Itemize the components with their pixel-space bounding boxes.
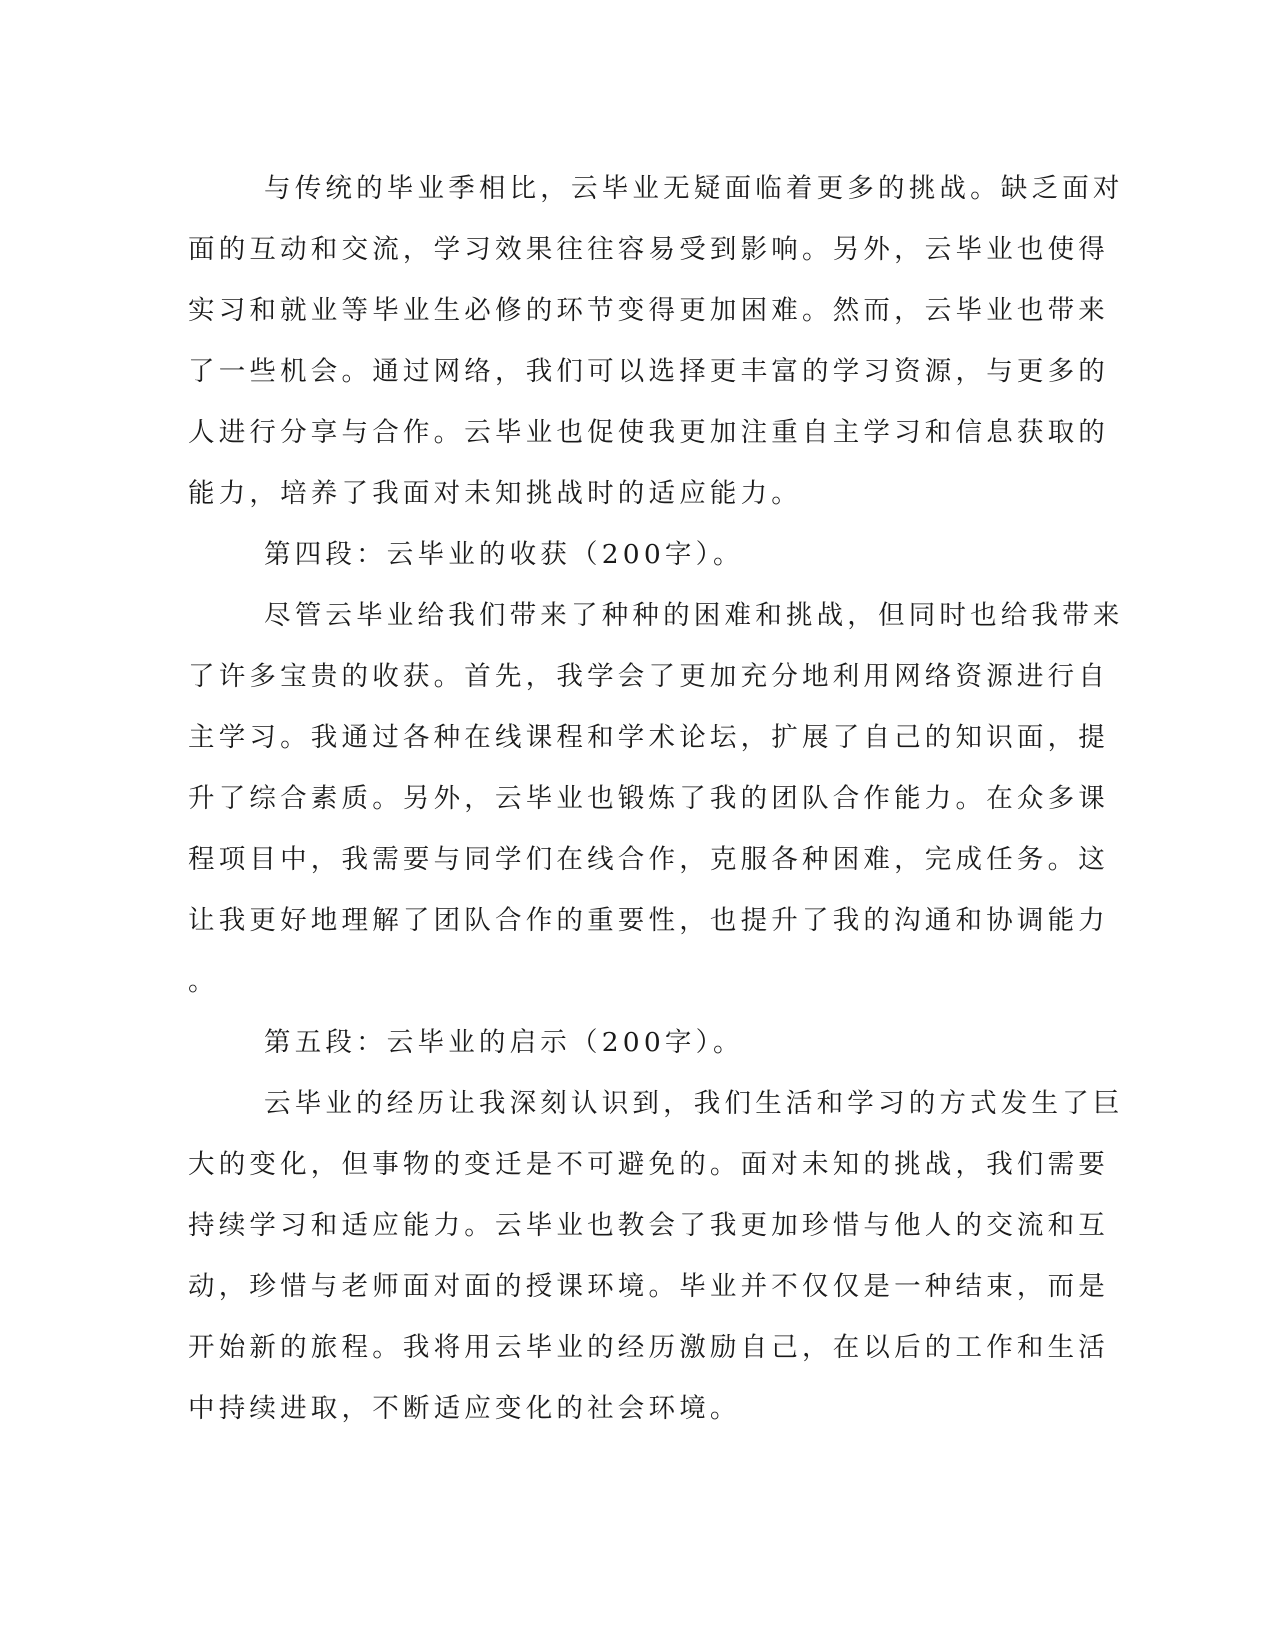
text-line: 人进行分享与合作。云毕业也促使我更加注重自主学习和信息获取的 <box>188 417 1109 448</box>
text-line: 升了综合素质。另外，云毕业也锻炼了我的团队合作能力。在众多课 <box>188 783 1109 814</box>
text-line: 了许多宝贵的收获。首先，我学会了更加充分地利用网络资源进行自 <box>188 661 1109 692</box>
text-line: 能力，培养了我面对未知挑战时的适应能力。 <box>188 478 802 509</box>
text-line: 中持续进取，不断适应变化的社会环境。 <box>188 1393 741 1424</box>
section-heading-4: 第四段：云毕业的收获（200字）。 <box>264 539 744 570</box>
text-line: 让我更好地理解了团队合作的重要性，也提升了我的沟通和协调能力 <box>188 905 1109 936</box>
text-line: 开始新的旅程。我将用云毕业的经历激励自己，在以后的工作和生活 <box>188 1332 1109 1363</box>
text-line: 动，珍惜与老师面对面的授课环境。毕业并不仅仅是一种结束，而是 <box>188 1271 1109 1302</box>
text-line: 了一些机会。通过网络，我们可以选择更丰富的学习资源，与更多的 <box>188 356 1109 387</box>
text-line: 主学习。我通过各种在线课程和学术论坛，扩展了自己的知识面，提 <box>188 722 1109 753</box>
text-line: 。 <box>188 966 219 997</box>
text-line: 实习和就业等毕业生必修的环节变得更加困难。然而，云毕业也带来 <box>188 295 1109 326</box>
text-line: 与传统的毕业季相比，云毕业无疑面临着更多的挑战。缺乏面对 <box>264 173 1124 204</box>
text-line: 云毕业的经历让我深刻认识到，我们生活和学习的方式发生了巨 <box>264 1088 1124 1119</box>
paragraph-insights <box>188 1073 1124 1439</box>
text-line: 持续学习和适应能力。云毕业也教会了我更加珍惜与他人的交流和互 <box>188 1210 1109 1241</box>
document-body <box>188 158 1124 1439</box>
text-line: 尽管云毕业给我们带来了种种的困难和挑战，但同时也给我带来 <box>264 600 1124 631</box>
paragraph-gains <box>188 585 1124 1012</box>
text-line: 面的互动和交流，学习效果往往容易受到影响。另外，云毕业也使得 <box>188 234 1109 265</box>
section-heading-5: 第五段：云毕业的启示（200字）。 <box>264 1027 744 1058</box>
text-line: 程项目中，我需要与同学们在线合作，克服各种困难，完成任务。这 <box>188 844 1109 875</box>
text-line: 大的变化，但事物的变迁是不可避免的。面对未知的挑战，我们需要 <box>188 1149 1109 1180</box>
paragraph-challenges <box>188 158 1124 524</box>
